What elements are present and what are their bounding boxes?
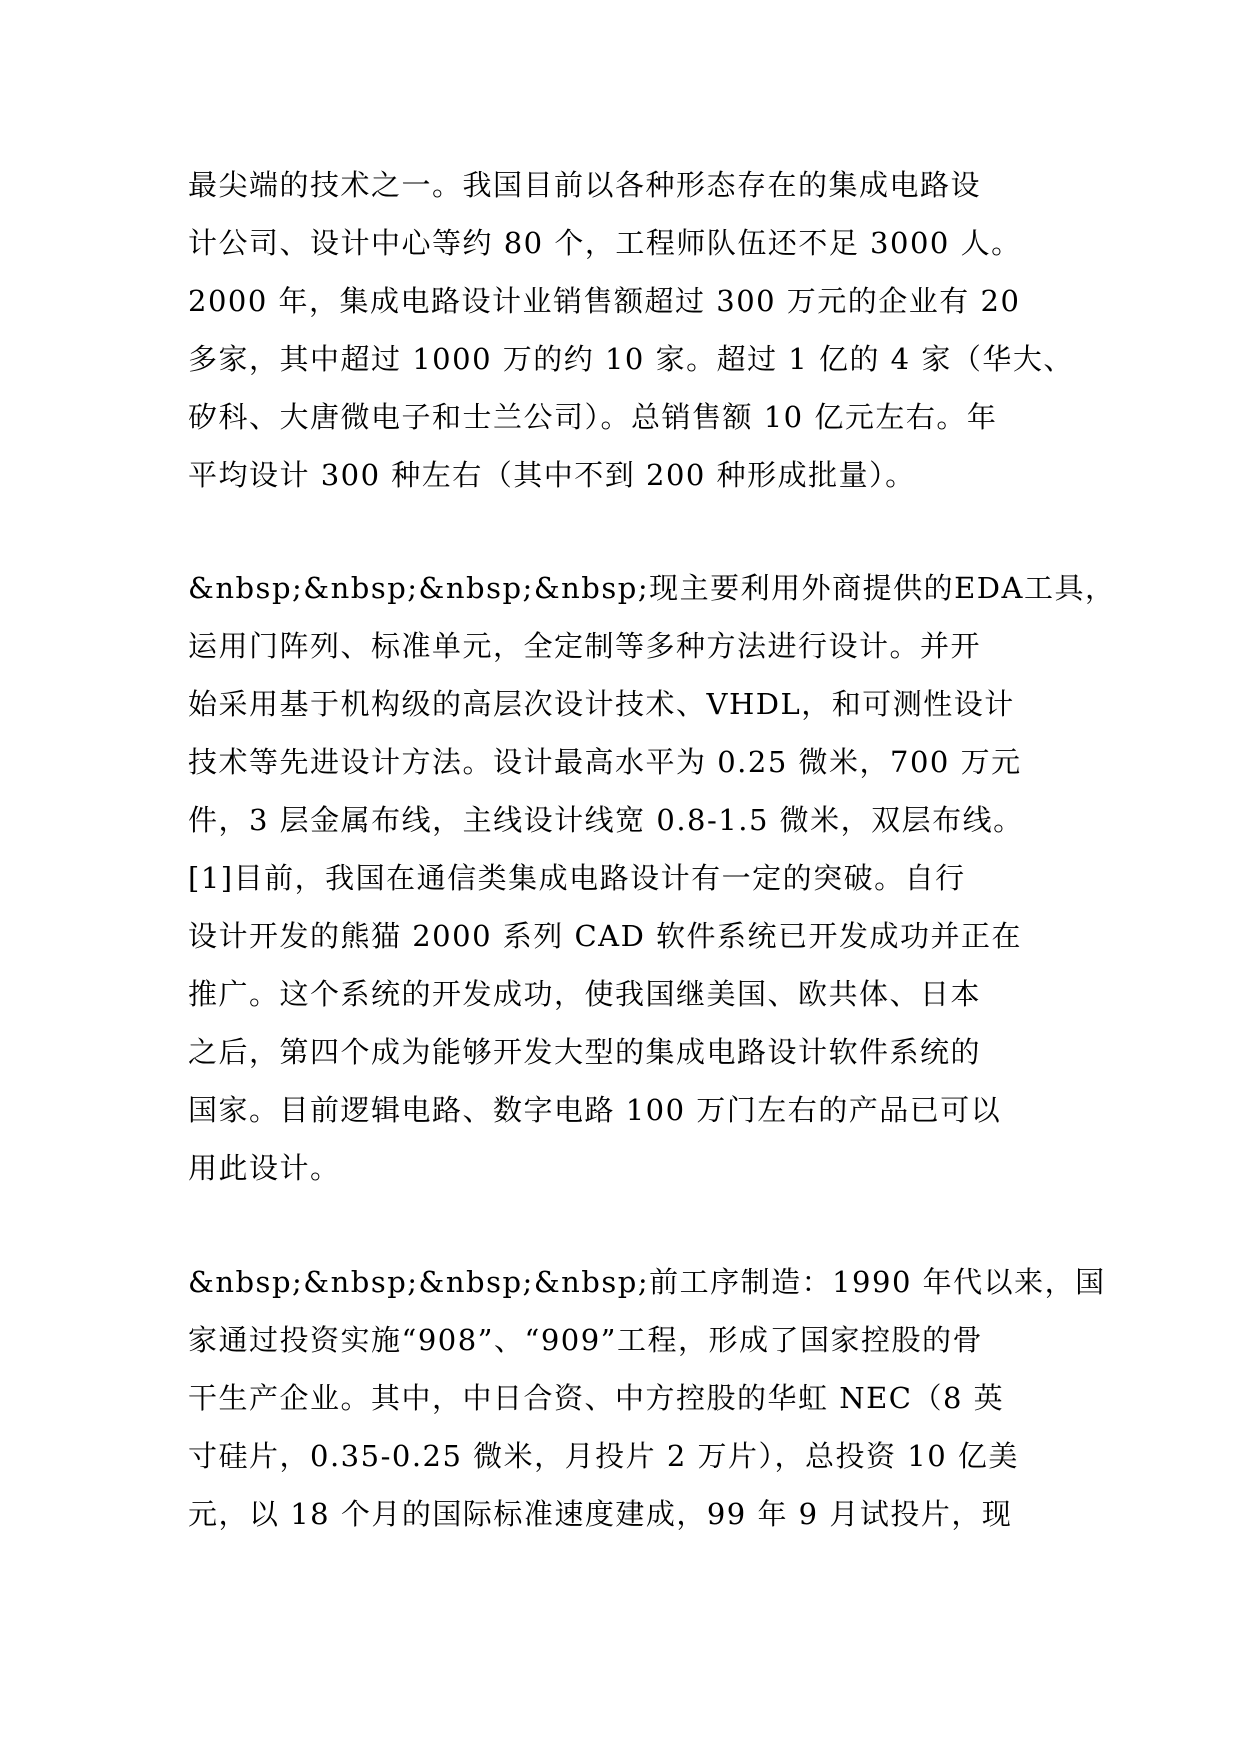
text-line: 计公司、设计中心等约 80 个，工程师队伍还不足 3000 人。 [188, 226, 1022, 260]
text-line: 元，以 18 个月的国际标准速度建成，99 年 9 月试投片，现 [188, 1497, 1013, 1531]
text-line: 运用门阵列、标准单元，全定制等多种方法进行设计。并开 [188, 629, 982, 663]
paragraph-3 [188, 1253, 1106, 1543]
text-line: 多家，其中超过 1000 万的约 10 家。超过 1 亿的 4 家（华大、 [188, 342, 1074, 376]
text-line: 矽科、大唐微电子和士兰公司）。总销售额 10 亿元左右。年 [188, 400, 998, 434]
text-line: 2000 年，集成电路设计业销售额超过 300 万元的企业有 20 [188, 284, 1021, 318]
text-line: &nbsp;&nbsp;&nbsp;&nbsp;前工序制造：1990 年代以来，国 [188, 1265, 1106, 1299]
text-line: &nbsp;&nbsp;&nbsp;&nbsp;现主要利用外商提供的EDA工具， [188, 571, 1116, 605]
paragraph-1 [188, 156, 1074, 504]
text-line: 家通过投资实施“908”、“909”工程，形成了国家控股的骨 [188, 1323, 984, 1357]
text-line: 用此设计。 [188, 1151, 341, 1185]
text-line: 国家。目前逻辑电路、数字电路 100 万门左右的产品已可以 [188, 1093, 1002, 1127]
text-line: 平均设计 300 种左右（其中不到 200 种形成批量）。 [188, 458, 916, 492]
text-line: 干生产企业。其中，中日合资、中方控股的华虹 NEC（8 英 [188, 1381, 1005, 1415]
paragraph-2 [188, 559, 1116, 1197]
text-line: 技术等先进设计方法。设计最高水平为 0.25 微米，700 万元 [188, 745, 1022, 779]
text-line: 件，3 层金属布线，主线设计线宽 0.8-1.5 微米，双层布线。 [188, 803, 1024, 837]
text-line: 之后，第四个成为能够开发大型的集成电路设计软件系统的 [188, 1035, 982, 1069]
text-line: 推广。这个系统的开发成功，使我国继美国、欧共体、日本 [188, 977, 982, 1011]
text-line: 寸硅片，0.35-0.25 微米，月投片 2 万片），总投资 10 亿美 [188, 1439, 1019, 1473]
text-line: 设计开发的熊猫 2000 系列 CAD 软件系统已开发成功并正在 [188, 919, 1023, 953]
text-line: 最尖端的技术之一。我国目前以各种形态存在的集成电路设 [188, 168, 982, 202]
text-line: [1]目前，我国在通信类集成电路设计有一定的突破。自行 [188, 861, 966, 895]
text-line: 始采用基于机构级的高层次设计技术、VHDL，和可测性设计 [188, 687, 1015, 721]
